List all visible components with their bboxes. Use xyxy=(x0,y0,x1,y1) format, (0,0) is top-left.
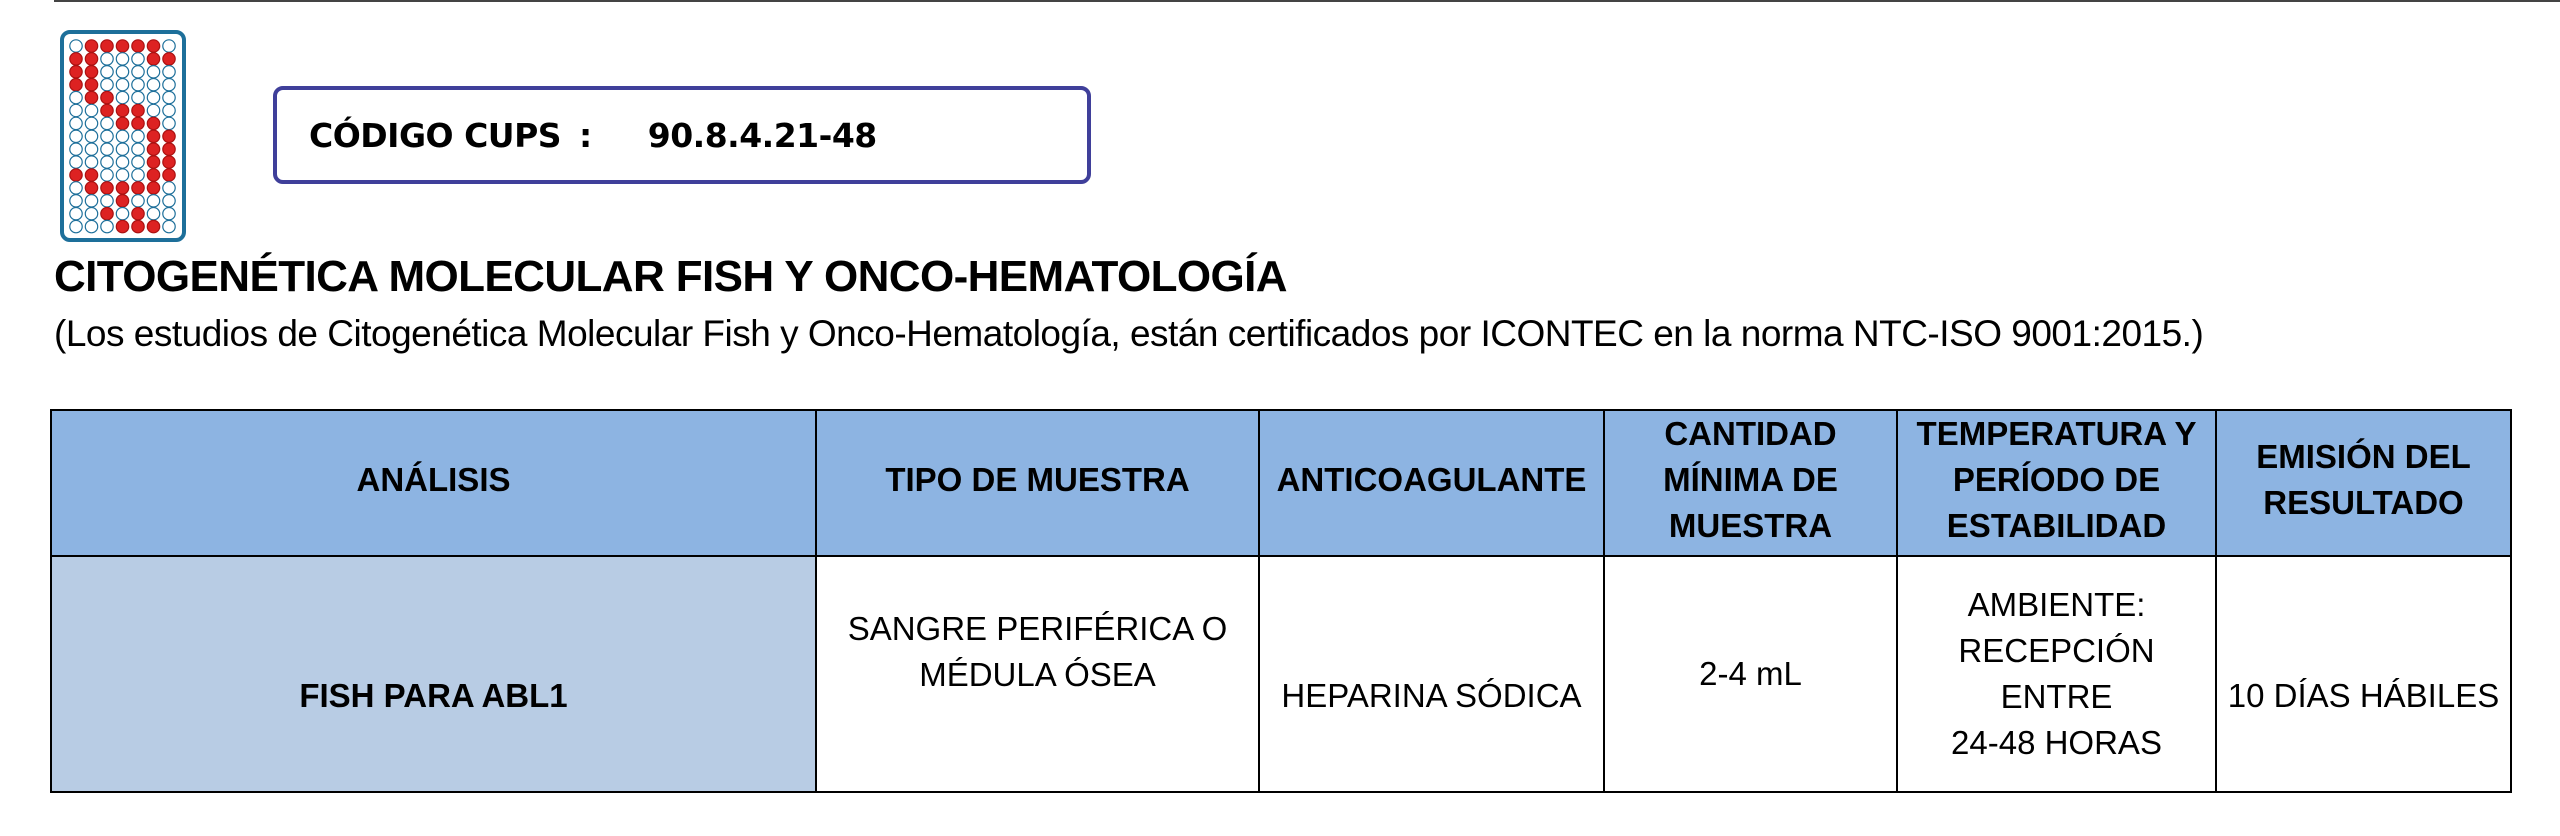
logo-dot-red xyxy=(70,79,82,91)
logo-dot-red xyxy=(163,156,175,168)
logo-dot-red xyxy=(163,130,175,142)
logo-dot xyxy=(163,66,175,78)
logo-dot-red xyxy=(85,66,97,78)
logo-dot xyxy=(101,195,113,207)
logo-dot xyxy=(101,169,113,181)
logo-dot-red xyxy=(85,91,97,103)
dot-grid-logo-icon xyxy=(60,30,186,242)
logo-dot-red xyxy=(147,182,159,194)
logo-dot-red xyxy=(85,182,97,194)
logo-dot xyxy=(163,208,175,220)
top-rule xyxy=(54,0,2560,2)
column-header-temperatura: TEMPERATURA Y PERÍODO DE ESTABILIDAD xyxy=(1897,410,2216,556)
logo-dot xyxy=(70,91,82,103)
logo-dot-red xyxy=(70,53,82,65)
logo-dot xyxy=(163,195,175,207)
logo-dot xyxy=(101,130,113,142)
logo-dot-red xyxy=(85,79,97,91)
table-header-row xyxy=(51,410,2511,556)
logo-dot-red xyxy=(132,220,144,232)
logo-dot xyxy=(132,79,144,91)
logo-dot xyxy=(70,156,82,168)
certification-note: (Los estudios de Citogenética Molecular Fish y Onco-Hematología, están certificados por ICONTEC en la norma NTC-ISO 9001:2015.) xyxy=(54,313,2204,354)
logo-dot xyxy=(163,182,175,194)
logo-dot xyxy=(85,130,97,142)
logo-dot xyxy=(70,40,82,52)
logo-dot-red xyxy=(132,182,144,194)
logo-dot-red xyxy=(163,143,175,155)
logo-dot-red xyxy=(101,91,113,103)
logo-dot xyxy=(132,130,144,142)
logo-dot-red xyxy=(147,156,159,168)
cell-temperatura: AMBIENTE: RECEPCIÓN ENTRE 24-48 HORAS xyxy=(1897,556,2216,792)
logo-dot xyxy=(132,169,144,181)
logo-dot xyxy=(163,40,175,52)
column-header-anticoagulante: ANTICOAGULANTE xyxy=(1259,410,1604,556)
logo-dot xyxy=(147,66,159,78)
logo-dot xyxy=(85,117,97,129)
column-header-analisis: ANÁLISIS xyxy=(51,410,816,556)
logo-dot xyxy=(101,117,113,129)
logo-dot-red xyxy=(147,130,159,142)
logo-dot-red xyxy=(70,66,82,78)
logo-dot xyxy=(70,130,82,142)
logo-dot xyxy=(116,130,128,142)
analysis-table xyxy=(50,409,2512,793)
logo-dot xyxy=(132,195,144,207)
logo-dot-red xyxy=(116,117,128,129)
logo-dot-red xyxy=(70,169,82,181)
logo-dot-red xyxy=(163,169,175,181)
logo-dot-red xyxy=(147,117,159,129)
logo-dot xyxy=(70,195,82,207)
logo-dot-red xyxy=(147,169,159,181)
logo-dot xyxy=(147,79,159,91)
cups-colon: : xyxy=(579,115,592,155)
logo-dot-red xyxy=(116,220,128,232)
logo-dot xyxy=(70,143,82,155)
cups-value: 90.8.4.21-48 xyxy=(647,115,877,155)
logo-dot xyxy=(116,208,128,220)
logo-dot-red xyxy=(101,182,113,194)
logo-dot xyxy=(70,220,82,232)
cell-anticoagulante: HEPARINA SÓDICA xyxy=(1259,556,1604,792)
logo-dot-red xyxy=(85,40,97,52)
logo-dot xyxy=(85,143,97,155)
logo-dot-red xyxy=(85,169,97,181)
logo-dot xyxy=(163,104,175,116)
logo-dot xyxy=(163,91,175,103)
logo-dot-red xyxy=(116,40,128,52)
logo-dot-red xyxy=(132,40,144,52)
logo-dot xyxy=(116,169,128,181)
cell-emision: 10 DÍAS HÁBILES xyxy=(2216,556,2511,792)
logo-dot xyxy=(163,220,175,232)
logo-dot-red xyxy=(163,53,175,65)
logo-dot xyxy=(70,208,82,220)
logo-dot xyxy=(116,53,128,65)
logo-dot xyxy=(163,79,175,91)
cups-code-box xyxy=(273,86,1091,184)
logo-dot-red xyxy=(132,104,144,116)
logo-dot-red xyxy=(101,104,113,116)
logo-dot xyxy=(147,195,159,207)
logo-dot xyxy=(101,79,113,91)
logo-dot xyxy=(70,182,82,194)
logo-dot-red xyxy=(101,40,113,52)
page-title: CITOGENÉTICA MOLECULAR FISH Y ONCO-HEMATOLOGÍA xyxy=(54,252,1287,301)
logo-dot xyxy=(116,156,128,168)
logo-dot xyxy=(85,220,97,232)
logo-dot xyxy=(101,66,113,78)
logo-dot-red xyxy=(116,104,128,116)
logo-dot-red xyxy=(132,117,144,129)
logo-dot xyxy=(85,195,97,207)
logo-dot xyxy=(132,66,144,78)
logo-dot xyxy=(147,208,159,220)
cell-analisis: FISH PARA ABL1 xyxy=(51,556,816,792)
logo-dot xyxy=(147,104,159,116)
cell-cantidad: 2-4 mL xyxy=(1604,556,1897,792)
logo-dot-red xyxy=(147,40,159,52)
logo-dot-red xyxy=(85,53,97,65)
cell-tipo-muestra: SANGRE PERIFÉRICA O MÉDULA ÓSEA xyxy=(816,556,1259,792)
logo-dot-red xyxy=(147,220,159,232)
logo-dot-red xyxy=(147,53,159,65)
logo-dot xyxy=(116,79,128,91)
logo-dot xyxy=(132,143,144,155)
logo-dot xyxy=(101,220,113,232)
cups-label: CÓDIGO CUPS xyxy=(309,115,562,155)
logo-dot xyxy=(132,91,144,103)
column-header-emision: EMISIÓN DEL RESULTADO xyxy=(2216,410,2511,556)
logo-dot-red xyxy=(132,208,144,220)
logo-dot xyxy=(132,53,144,65)
logo-dot xyxy=(85,104,97,116)
logo-dot xyxy=(101,53,113,65)
column-header-tipo-muestra: TIPO DE MUESTRA xyxy=(816,410,1259,556)
logo-dot xyxy=(147,91,159,103)
logo-dot xyxy=(101,143,113,155)
logo-dot xyxy=(101,156,113,168)
logo-dot xyxy=(85,156,97,168)
logo-dot-red xyxy=(116,182,128,194)
logo-dot xyxy=(70,104,82,116)
column-header-cantidad: CANTIDAD MÍNIMA DE MUESTRA xyxy=(1604,410,1897,556)
logo-dot-red xyxy=(147,143,159,155)
logo-dot xyxy=(70,117,82,129)
logo-dot xyxy=(132,156,144,168)
table-row xyxy=(51,556,2511,792)
logo-dot xyxy=(163,117,175,129)
logo-dot xyxy=(116,66,128,78)
logo-dot-red xyxy=(116,195,128,207)
logo-dot xyxy=(85,208,97,220)
logo-dot xyxy=(116,143,128,155)
logo-dot xyxy=(116,91,128,103)
logo-dot-red xyxy=(101,208,113,220)
